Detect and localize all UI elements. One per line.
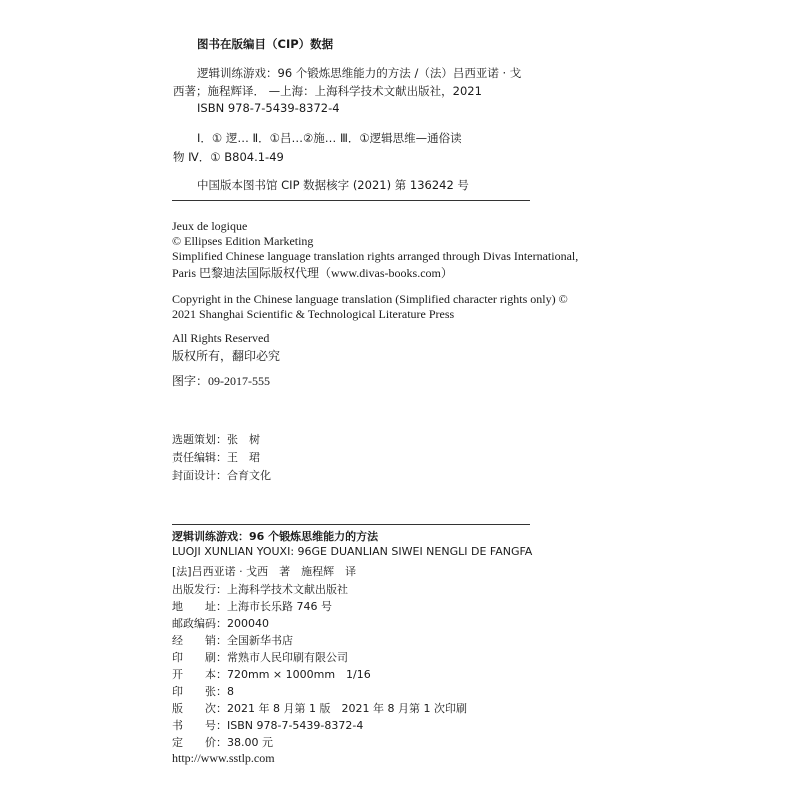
detail-row [172,717,363,733]
editor-row [172,431,260,447]
detail-value: 38.00 元 [227,736,273,749]
cip-divider [172,200,530,201]
detail-value: 200040 [227,617,269,630]
detail-value: 全国新华书店 [227,634,293,647]
book-authors: [法]吕西亚诺 · 戈西 著 施程辉 译 [172,565,357,578]
editor-row [172,467,271,483]
detail-row [172,734,273,750]
detail-value: 8 [227,685,234,698]
book-title-pinyin: LUOJI XUNLIAN YOUXI: 96GE DUANLIAN SIWEI NENGLI DE FANGFA [172,545,533,558]
cip-check-number: 中国版本图书馆 CIP 数据核字 (2021) 第 136242 号 [197,178,469,192]
detail-row [172,683,234,699]
book-info-divider [172,524,530,525]
contract-number: 图字：09-2017-555 [172,374,270,388]
detail-value: 常熟市人民印刷有限公司 [227,651,348,664]
original-copyright: © Ellipses Edition Marketing [172,234,314,248]
detail-label: 印 刷： [172,651,227,664]
detail-label: 邮政编码： [172,617,227,630]
detail-label: 印 张： [172,685,227,698]
detail-row [172,632,293,648]
detail-value: 2021 年 8 月第 1 版 2021 年 8 月第 1 次印刷 [227,702,467,715]
detail-value: 720mm × 1000mm 1/16 [227,668,371,681]
detail-row [172,598,332,614]
editor-value: 王 珺 [227,451,260,464]
detail-label: 版 次： [172,702,227,715]
detail-row [172,615,269,631]
editor-label: 封面设计： [172,469,227,482]
translation-copyright-line1: Copyright in the Chinese language translation (Simplified character rights only) © [172,292,568,306]
cip-heading: 图书在版编目（CIP）数据 [197,37,334,51]
cip-isbn: ISBN 978-7-5439-8372-4 [197,101,340,115]
detail-row [172,666,371,682]
detail-label: 开 本： [172,668,227,681]
editor-label: 责任编辑： [172,451,227,464]
detail-row [172,700,467,716]
translation-copyright-line2: 2021 Shanghai Scientific & Technological Literature Press [172,307,455,321]
rights-arrangement-line1: Simplified Chinese language translation rights arranged through Divas International, [172,249,579,263]
detail-label: 出版发行： [172,583,227,596]
publisher-url: http://www.sstlp.com [172,751,275,765]
original-title: Jeux de logique [172,219,248,233]
cip-subjects-line2: 物 Ⅳ．① B804.1-49 [173,150,284,164]
detail-label: 经 销： [172,634,227,647]
detail-row [172,581,348,597]
detail-value: ISBN 978-7-5439-8372-4 [227,719,364,732]
cip-subjects-line1: Ⅰ．① 逻… Ⅱ．①吕…②施… Ⅲ．①逻辑思维—通俗读 [197,131,462,145]
detail-value: 上海市长乐路 746 号 [227,600,332,613]
editor-row [172,449,260,465]
book-title-cn: 逻辑训练游戏：96 个锻炼思维能力的方法 [172,530,379,543]
cip-entry-line1: 逻辑训练游戏：96 个锻炼思维能力的方法 /（法）吕西亚诺 · 戈 [197,66,522,80]
cip-entry-line2: 西著；施程辉译． —上海：上海科学技术文献出版社，2021 [173,84,482,98]
detail-label: 书 号： [172,719,227,732]
detail-value: 上海科学技术文献出版社 [227,583,348,596]
editor-value: 张 树 [227,433,260,446]
rights-arrangement-line2: Paris 巴黎迪法国际版权代理（www.divas-books.com） [172,266,453,280]
detail-row [172,649,348,665]
editor-value: 合育文化 [227,469,271,482]
all-rights-reserved: All Rights Reserved [172,331,270,345]
all-rights-reserved-cn: 版权所有，翻印必究 [172,349,281,363]
detail-label: 定 价： [172,736,227,749]
detail-label: 地 址： [172,600,227,613]
editor-label: 选题策划： [172,433,227,446]
